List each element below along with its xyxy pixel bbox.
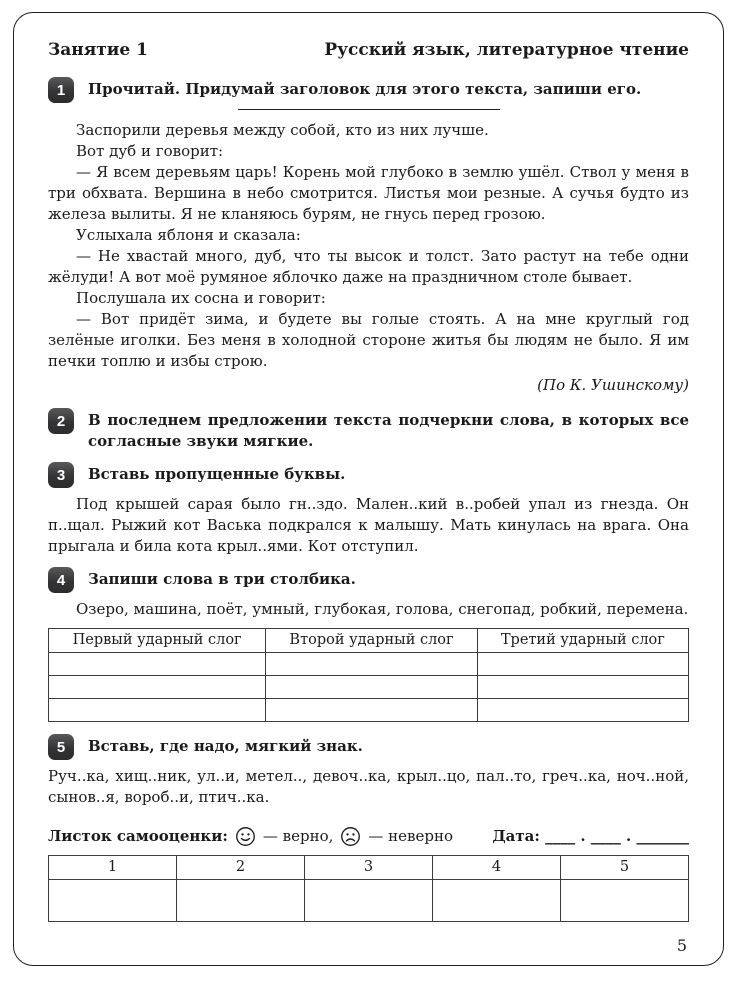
task-1-badge: 1 (48, 77, 74, 103)
date-blanks: ____ . ____ . _______ (545, 827, 689, 845)
self-assessment-label: Листок самооценки: (48, 827, 228, 845)
stress-table-header-cell: Третий ударный слог (477, 629, 688, 653)
score-table-header-cell: 5 (561, 856, 689, 880)
stress-table-empty-cell (49, 699, 266, 722)
stress-table-header-row (49, 629, 689, 653)
task-1 (48, 77, 689, 103)
stress-table-row (49, 653, 689, 676)
task-4 (48, 567, 689, 593)
score-table-row (49, 880, 689, 922)
subject-title: Русский язык, литературное чтение (324, 40, 689, 60)
score-table-header-cell: 2 (177, 856, 305, 880)
happy-face-icon (235, 826, 256, 847)
task-4-text: Озеро, машина, поёт, умный, глубокая, голова, снегопад, робкий, перемена. (76, 600, 689, 618)
task-5-badge: 5 (48, 734, 74, 760)
score-table-header-cell: 1 (49, 856, 177, 880)
stress-table-row (49, 699, 689, 722)
story-paragraph: Вот дуб и говорит: (76, 142, 224, 160)
story-paragraph: — Я всем деревьям царь! Корень мой глубоко в землю ушёл. Ствол у меня в три обхвата. Вершина в небо смотрится. Листья мои резные. А сучья будто из железа вылиты. Я не кланяюсь бурям, не гнусь перед грозою. (48, 163, 689, 223)
stress-table-empty-cell (477, 699, 688, 722)
task-2-instruction: В последнем предложении текста подчеркни слова, в которых все согласные звуки мягкие. (88, 411, 689, 450)
score-table-empty-cell (49, 880, 177, 922)
stress-table-empty-cell (49, 676, 266, 699)
page-header (48, 40, 689, 61)
task-5-text: Руч..ка, хищ..ник, ул..и, метел.., девоч..ка, крыл..цо, пал..то, греч..ка, ноч..ной, сынов..я, вороб..и, птич..ка. (48, 767, 689, 806)
stress-table-empty-cell (266, 653, 477, 676)
stress-table-empty-cell (477, 676, 688, 699)
stress-columns-table (48, 628, 689, 722)
story-attribution: (По К. Ушинскому) (537, 376, 689, 394)
task-2-badge: 2 (48, 408, 74, 434)
score-table-header-cell: 4 (433, 856, 561, 880)
story-paragraph: Послушала их сосна и говорит: (76, 289, 326, 307)
score-table-header-row (49, 856, 689, 880)
sad-face-label: — неверно (368, 827, 453, 845)
score-table-empty-cell (177, 880, 305, 922)
task-1-instruction: Прочитай. Придумай заголовок для этого текста, запиши его. (88, 80, 642, 98)
stress-table-empty-cell (49, 653, 266, 676)
task-3 (48, 462, 689, 488)
story-paragraph: Заспорили деревья между собой, кто из них лучше. (76, 121, 489, 139)
title-blank-line (238, 109, 500, 110)
score-table-header-cell: 3 (305, 856, 433, 880)
task-2 (48, 408, 689, 452)
worksheet-page (48, 40, 689, 922)
story-paragraph: Услыхала яблоня и сказала: (76, 226, 301, 244)
self-assessment-row (48, 826, 689, 847)
sad-face-icon (340, 826, 361, 847)
lesson-title: Занятие 1 (48, 40, 148, 60)
page-number: 5 (676, 936, 687, 955)
stress-table-empty-cell (266, 676, 477, 699)
task-4-badge: 4 (48, 567, 74, 593)
task-4-instruction: Запиши слова в три столбика. (88, 570, 356, 588)
stress-table-header-cell: Второй ударный слог (266, 629, 477, 653)
date-field (492, 826, 689, 847)
task-3-instruction: Вставь пропущенные буквы. (88, 465, 346, 483)
task-3-badge: 3 (48, 462, 74, 488)
story-paragraph: — Не хвастай много, дуб, что ты высок и толст. Зато растут на тебе одни жёлуди! А вот моё румяное яблочко даже на праздничном столе бывает. (48, 247, 689, 286)
stress-table-header-cell: Первый ударный слог (49, 629, 266, 653)
stress-table-empty-cell (266, 699, 477, 722)
score-table-empty-cell (561, 880, 689, 922)
happy-face-label: — верно, (262, 827, 334, 845)
task-3-text: Под крышей сарая было гн..здо. Мален..кий в..робей упал из гнезда. Он п..щал. Рыжий кот Васька подкрался к малышу. Мать кинулась на врага. Она прыгала и била кота крыл..ями. Кот отступил. (48, 495, 689, 555)
task-5 (48, 734, 689, 760)
score-table (48, 855, 689, 922)
date-label: Дата: (492, 827, 540, 845)
task-5-instruction: Вставь, где надо, мягкий знак. (88, 737, 363, 755)
stress-table-empty-cell (477, 653, 688, 676)
score-table-empty-cell (305, 880, 433, 922)
story-paragraph: — Вот придёт зима, и будете вы голые стоять. А на мне круглый год зелёные иголки. Без меня в холодной стороне житья бы людям не было. Я им печки топлю и избы строю. (48, 310, 689, 370)
stress-table-row (49, 676, 689, 699)
score-table-empty-cell (433, 880, 561, 922)
story-text (48, 120, 689, 372)
